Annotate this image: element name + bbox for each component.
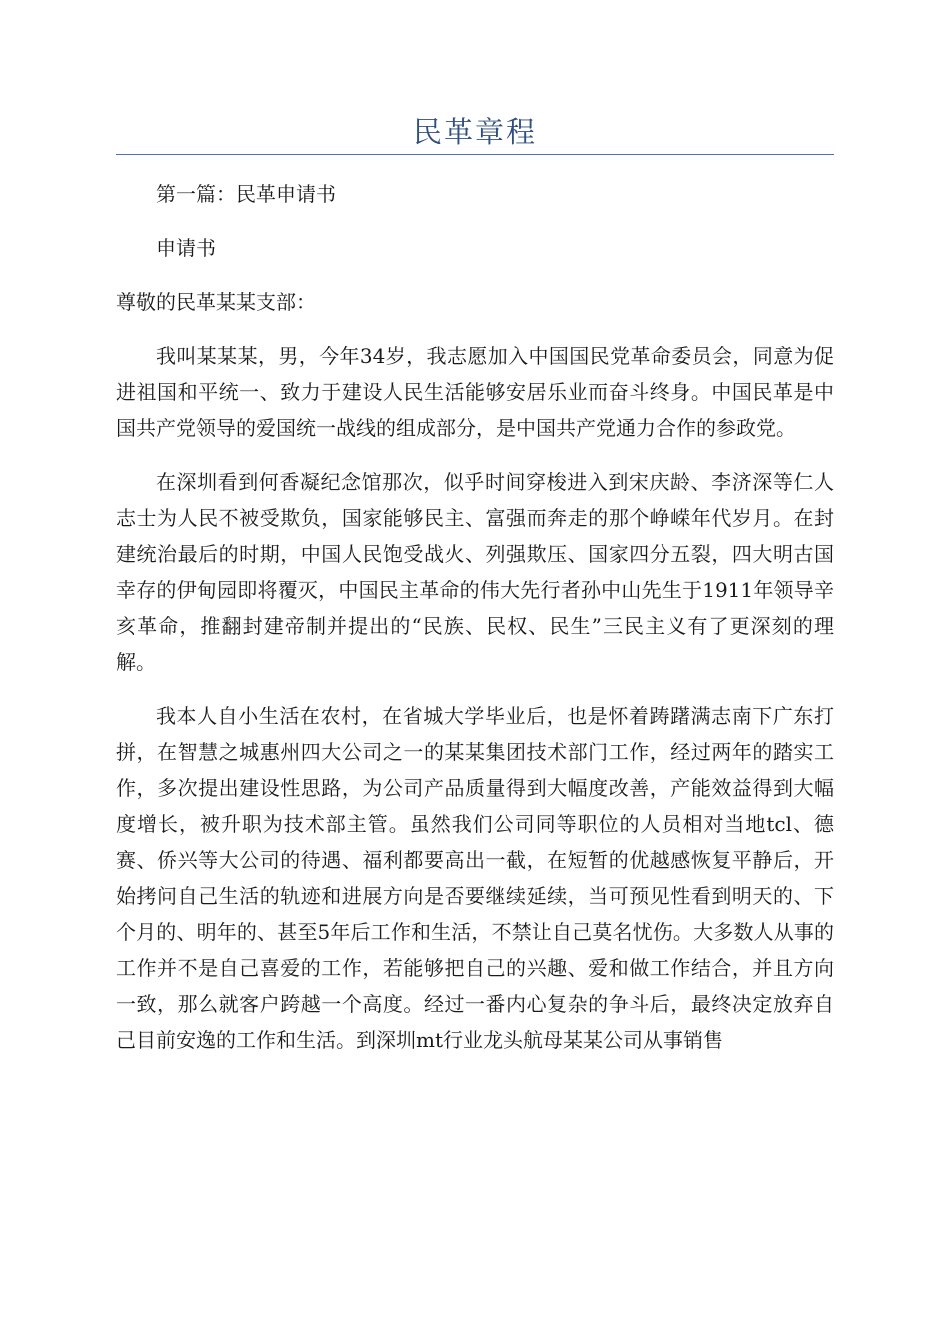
salutation: 尊敬的民革某某支部： bbox=[116, 290, 316, 314]
document-title: 民革章程 bbox=[412, 115, 537, 149]
document-body bbox=[116, 176, 834, 1076]
body-paragraph: 我本人自小生活在农村，在省城大学毕业后，也是怀着踌躇满志南下广东打拼，在智慧之城惠州四大公司之一的某某集团技术部门工作，经过两年的踏实工作，多次提出建设性思路，为公司产品质量得到大幅度改善，产能效益得到大幅度增长，被升职为技术部主管。虽然我们公司同等职位的人员相对当地tcl、德赛、侨兴等大公司的待遇、福利都要高出一截，在短暂的优越感恢复平静后，开始拷问自己生活的轨迹和进展方向是否要继续延续，当可预见性看到明天的、下个月的、明年的、甚至5年后工作和生活，不禁让自己莫名忧伤。大多数人从事的工作并不是自己喜爱的工作，若能够把自己的兴趣、爱和做工作结合，并且方向一致，那么就客户跨越一个高度。经过一番内心复杂的争斗后，最终决定放弃自己目前安逸的工作和生活。到深圳mt行业龙头航母某某公司从事销售 bbox=[116, 704, 834, 1052]
section-heading: 第一篇：民革申请书 bbox=[156, 182, 336, 206]
letter-heading: 申请书 bbox=[156, 236, 216, 260]
title-underline bbox=[116, 154, 834, 155]
body-paragraph: 我叫某某某，男，今年34岁，我志愿加入中国国民党革命委员会，同意为促进祖国和平统一、致力于建设人民生活能够安居乐业而奋斗终身。中国民革是中国共产党领导的爱国统一战线的组成部分，是中国共产党通力合作的参政党。 bbox=[116, 344, 834, 440]
body-paragraph: 在深圳看到何香凝纪念馆那次，似乎时间穿梭进入到宋庆龄、李济深等仁人志士为人民不被受欺负，国家能够民主、富强而奔走的那个峥嵘年代岁月。在封建统治最后的时期，中国人民饱受战火、列强欺压、国家四分五裂，四大明古国幸存的伊甸园即将覆灭，中国民主革命的伟大先行者孙中山先生于1911年领导辛亥革命，推翻封建帝制并提出的“民族、民权、民生”三民主义有了更深刻的理解。 bbox=[116, 470, 834, 674]
